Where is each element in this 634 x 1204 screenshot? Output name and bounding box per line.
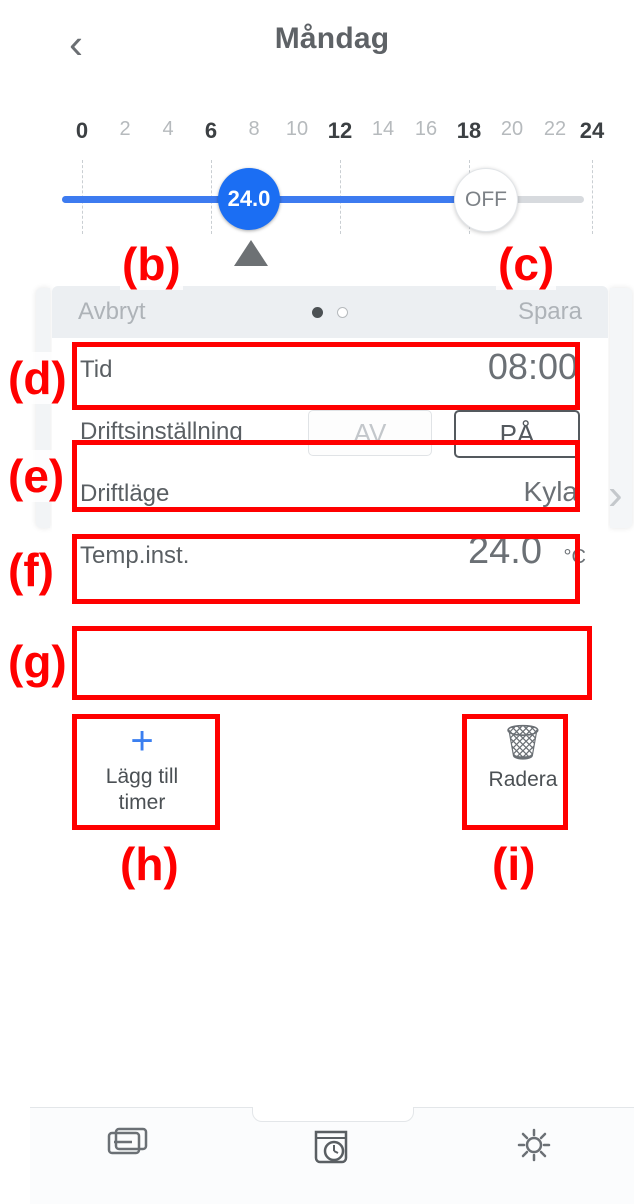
annotation-label-e: (e) <box>8 450 65 502</box>
tick-label-8: 8 <box>248 118 260 140</box>
row-time-label: Tid <box>80 356 113 383</box>
tick-label-14: 14 <box>371 118 395 140</box>
annotation-label-d: (d) <box>8 352 67 404</box>
row-operation-mode-label: Driftläge <box>80 480 170 507</box>
row-operation-mode-value: Kyla <box>523 476 578 507</box>
app-header <box>30 0 634 90</box>
row-temperature-label: Temp.inst. <box>80 542 190 569</box>
back-icon[interactable]: ‹ <box>69 20 83 67</box>
schedule-icon <box>308 1124 356 1168</box>
gear-icon <box>510 1124 558 1166</box>
annotation-label-h: (h) <box>120 838 179 890</box>
timeline-selection-caret <box>234 240 268 266</box>
annotation-label-c: (c) <box>498 238 555 290</box>
add-timer-button[interactable] <box>76 718 208 824</box>
row-time-value: 08:00 <box>487 346 578 387</box>
schedule-timeline[interactable] <box>30 118 634 258</box>
tick-label-20: 20 <box>500 118 524 140</box>
row-operation-setting[interactable] <box>52 400 608 463</box>
row-temperature-unit: °C <box>563 546 586 568</box>
chevron-right-icon[interactable]: › <box>608 470 623 519</box>
timeline-handle-off[interactable]: OFF <box>454 168 518 232</box>
tick-label-16: 16 <box>414 118 438 140</box>
page-dot-inactive[interactable] <box>337 307 348 318</box>
bottom-nav <box>30 1107 634 1204</box>
plus-icon: + <box>130 719 154 763</box>
trash-icon: 🗑 <box>501 724 545 762</box>
segment-off-button[interactable]: AV <box>308 410 432 456</box>
row-operation-setting-label: Driftsinställning <box>80 418 243 445</box>
row-operation-mode[interactable] <box>52 462 608 525</box>
tick-label-4: 4 <box>162 118 174 140</box>
cancel-button[interactable]: Avbryt <box>78 298 146 325</box>
phone-screen <box>30 0 634 1204</box>
tick-label-12: 12 <box>327 118 353 143</box>
tick-label-6: 6 <box>204 118 218 143</box>
tick-label-2: 2 <box>119 118 131 140</box>
add-timer-label-line1: Lägg till <box>105 765 179 788</box>
tick-label-0: 0 <box>75 118 89 143</box>
tick-label-10: 10 <box>285 118 309 140</box>
annotation-label-g: (g) <box>8 636 67 688</box>
page-title: Måndag <box>274 22 390 55</box>
segment-on-button[interactable]: PÅ <box>454 410 580 458</box>
row-temperature-value: 24.0 <box>468 530 542 572</box>
devices-icon <box>106 1124 154 1164</box>
annotation-label-i: (i) <box>492 838 536 890</box>
nav-item-schedule[interactable] <box>272 1124 392 1168</box>
nav-item-devices[interactable] <box>70 1124 190 1164</box>
tick-label-22: 22 <box>543 118 567 140</box>
delete-label: Radera <box>488 768 558 791</box>
delete-button[interactable] <box>468 718 578 824</box>
tick-label-18: 18 <box>456 118 482 143</box>
nav-notch <box>252 1107 414 1122</box>
annotation-label-b: (b) <box>122 238 181 290</box>
card-toolbar <box>52 286 608 338</box>
tick-line-24 <box>592 160 594 234</box>
nav-item-settings[interactable] <box>474 1124 594 1166</box>
tick-label-24: 24 <box>579 118 605 143</box>
annotation-label-f: (f) <box>8 544 54 596</box>
save-button[interactable]: Spara <box>517 298 582 325</box>
timeline-handle-temperature[interactable]: 24.0 <box>218 168 280 230</box>
add-timer-label-line2: timer <box>118 791 166 814</box>
row-temperature-setting[interactable] <box>52 524 608 586</box>
row-time[interactable] <box>52 338 608 401</box>
page-dot-active <box>312 307 323 318</box>
